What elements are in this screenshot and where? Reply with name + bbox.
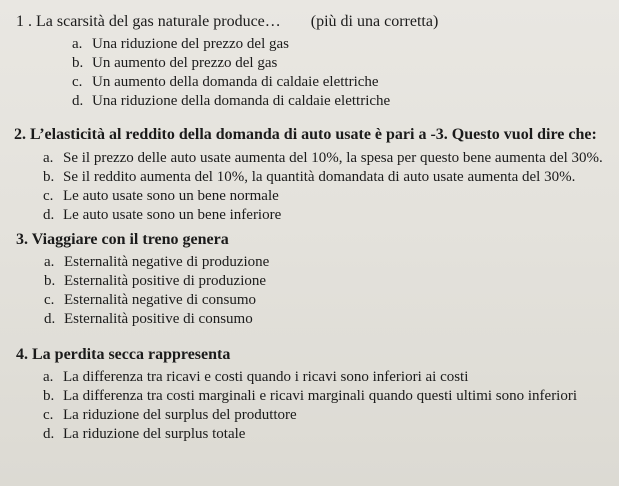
question-3-options xyxy=(44,253,269,329)
option-4c[interactable]: c. La riduzione del surplus del produttore xyxy=(43,407,297,423)
question-3-title: 3. Viaggiare con il treno genera xyxy=(16,231,229,248)
option-1c[interactable]: c. Un aumento della domanda di caldaie elettriche xyxy=(72,74,379,90)
option-3c[interactable]: c. Esternalità negative di consumo xyxy=(44,292,257,308)
option-2d[interactable]: d. Le auto usate sono un bene inferiore xyxy=(43,207,282,223)
question-4-options xyxy=(43,368,577,444)
question-2-title: 2. L’elasticità al reddito della domanda di auto usate è pari a -3. Questo vuol dire che: xyxy=(14,126,597,143)
question-3 xyxy=(16,230,269,329)
option-4b[interactable]: b. La differenza tra costi marginali e ricavi marginali quando questi ultimi sono inferiori xyxy=(43,388,578,404)
question-2-options xyxy=(43,149,603,225)
question-4 xyxy=(16,345,577,444)
option-1a[interactable]: a. Una riduzione del prezzo del gas xyxy=(72,36,289,52)
question-1 xyxy=(16,12,438,111)
question-1-note: (più di una corretta) xyxy=(310,13,439,30)
question-1-title xyxy=(16,12,438,32)
option-2c[interactable]: c. Le auto usate sono un bene normale xyxy=(43,188,279,204)
option-1d[interactable]: d. Una riduzione della domanda di caldaie elettriche xyxy=(72,93,391,109)
question-2 xyxy=(14,125,603,225)
question-4-title: 4. La perdita secca rappresenta xyxy=(16,346,231,363)
option-4d[interactable]: d. La riduzione del surplus totale xyxy=(43,426,246,442)
question-1-options xyxy=(72,35,438,111)
option-4a[interactable]: a. La differenza tra ricavi e costi quando i ricavi sono inferiori ai costi xyxy=(43,369,469,385)
option-2b[interactable]: b. Se il reddito aumenta del 10%, la quantità domandata di auto usate aumenta del 30%. xyxy=(43,169,576,185)
option-3a[interactable]: a. Esternalità negative di produzione xyxy=(44,254,270,270)
question-1-text: 1 . La scarsità del gas naturale produce… xyxy=(16,13,281,30)
option-3b[interactable]: b. Esternalità positive di produzione xyxy=(44,273,267,289)
option-3d[interactable]: d. Esternalità positive di consumo xyxy=(44,311,253,327)
option-2a[interactable]: a. Se il prezzo delle auto usate aumenta del 10%, la spesa per questo bene aumenta del 30%. xyxy=(43,150,603,166)
option-1b[interactable]: b. Un aumento del prezzo del gas xyxy=(72,55,278,71)
